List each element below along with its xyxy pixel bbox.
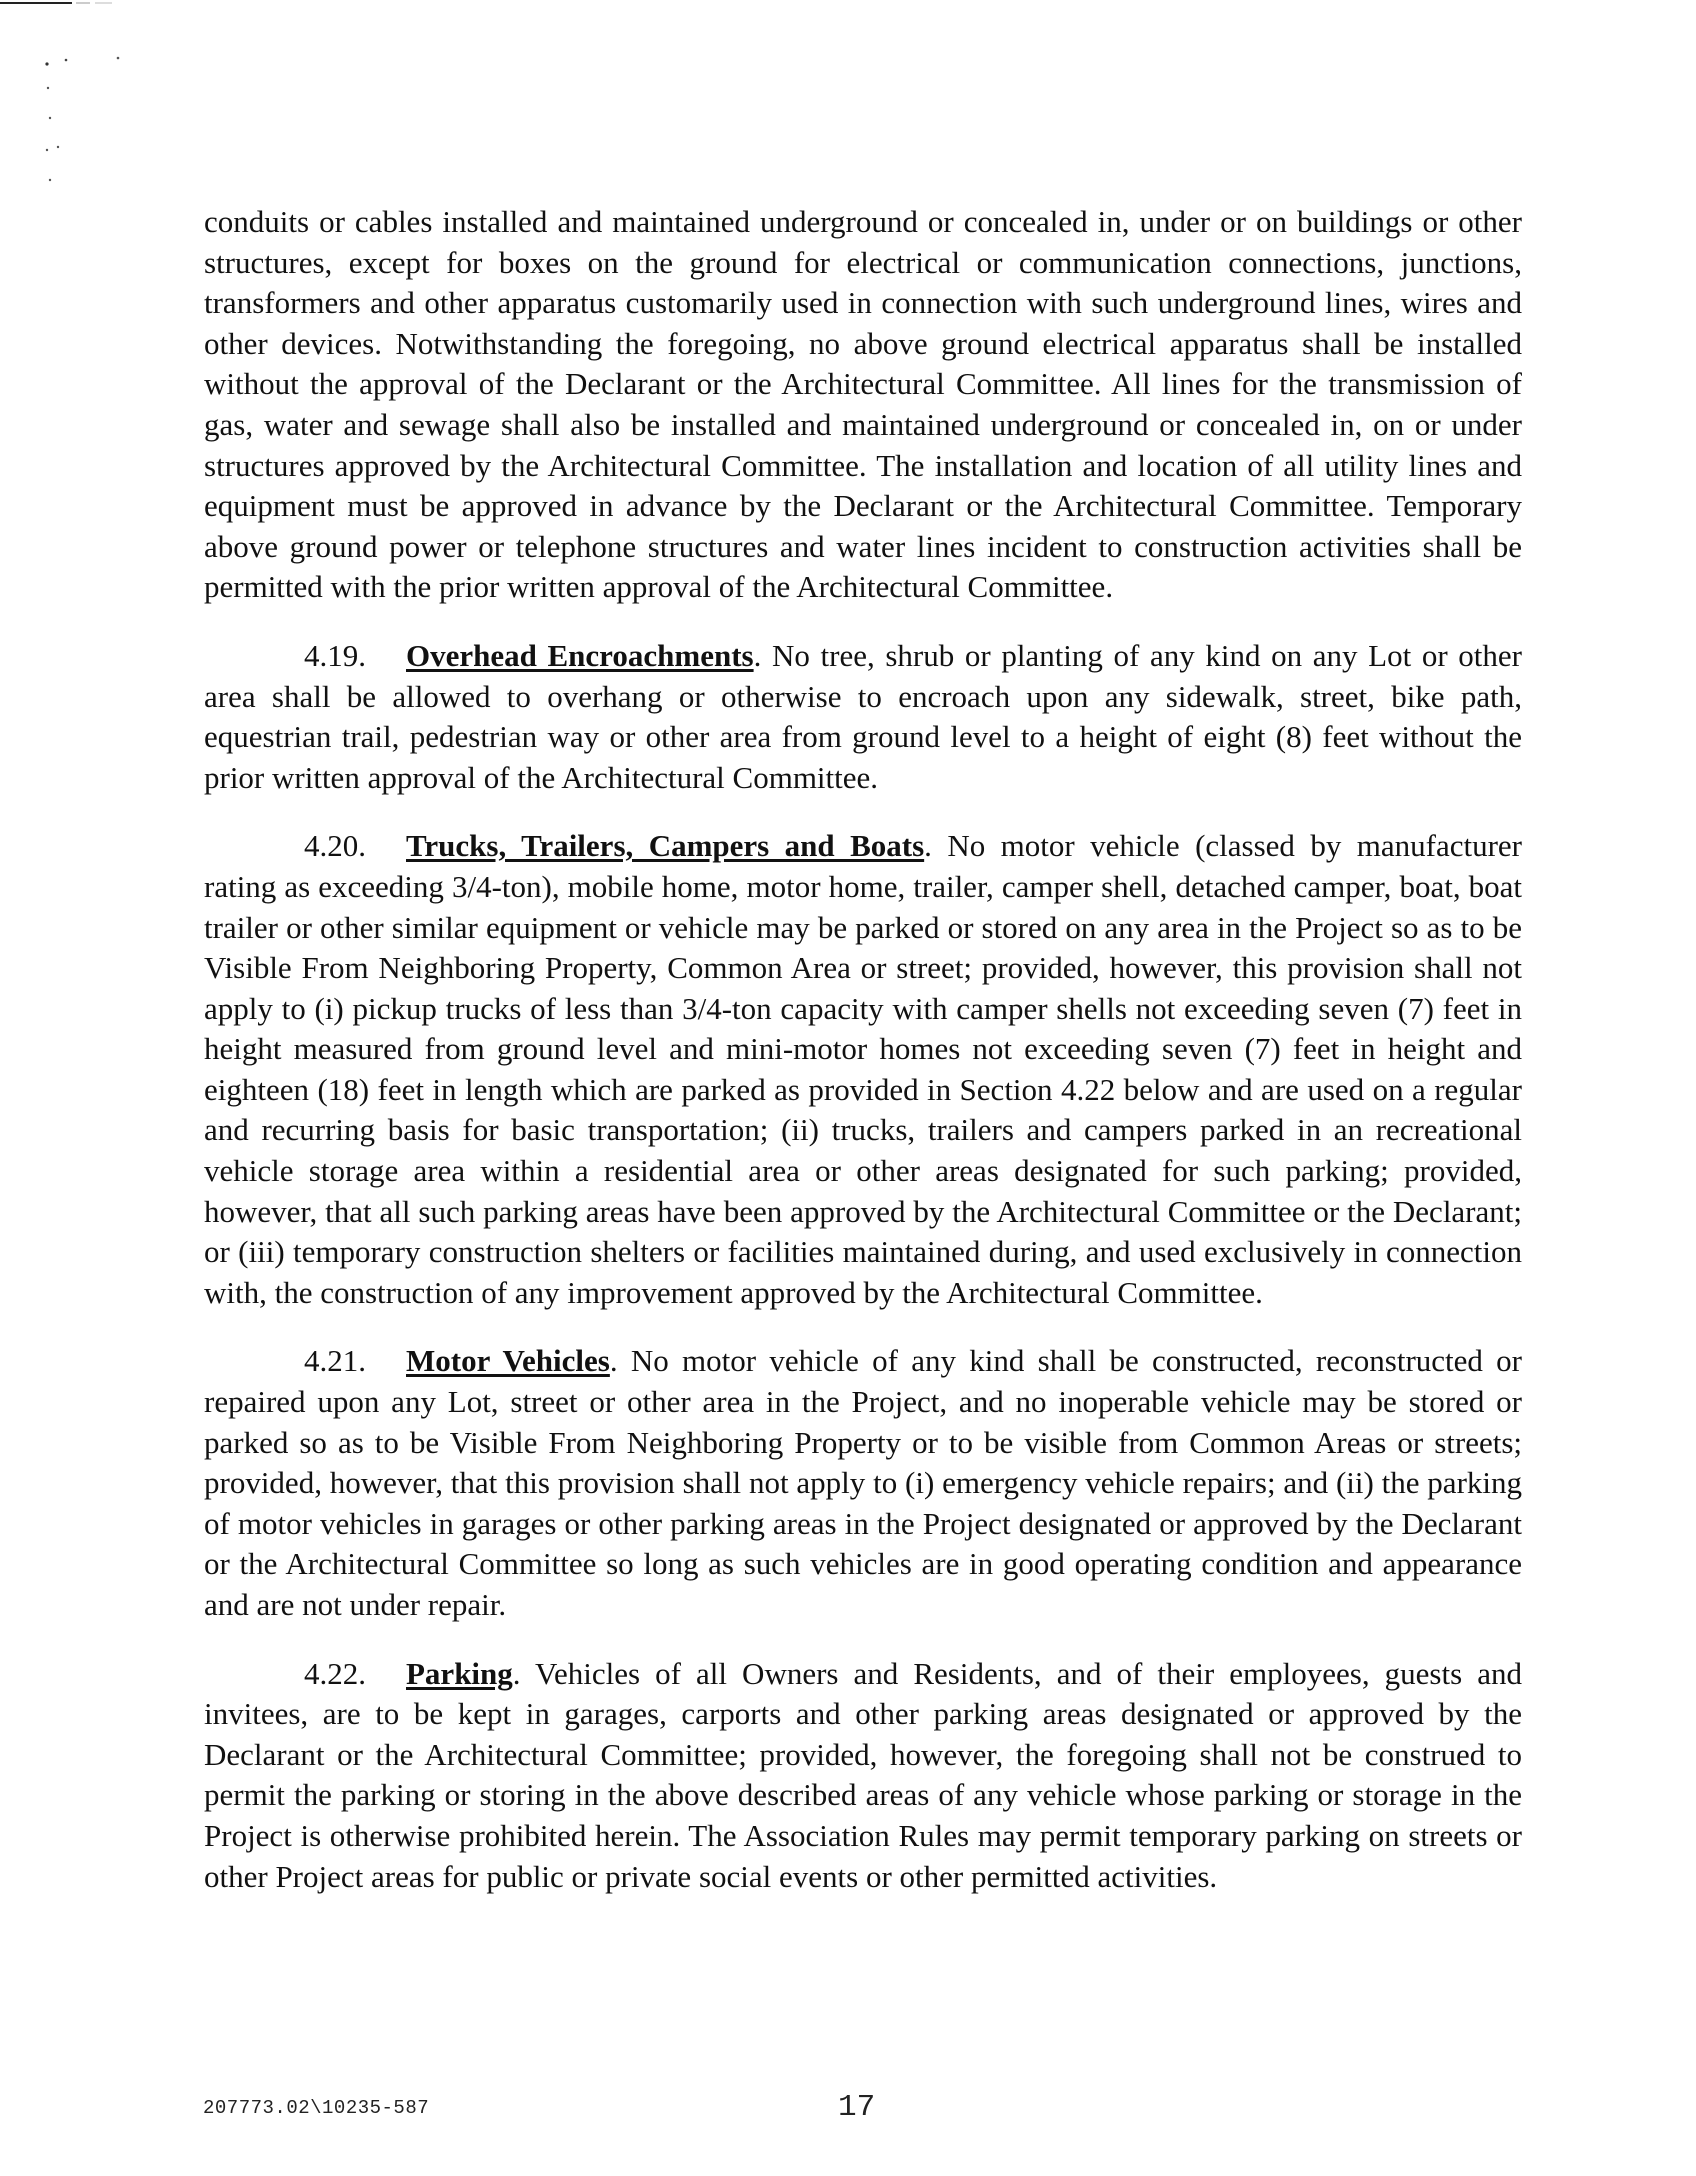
document-body (204, 202, 1522, 1925)
section-number: 4.19. (304, 637, 366, 673)
continuation-paragraph: conduits or cables installed and maintained underground or concealed in, under or on buildings or other structures, except for boxes on the ground for electrical or communication connections, junctions, transformers and other apparatus customarily used in connection with such underground lines, wires and other devices. Notwithstanding the foregoing, no above ground electrical apparatus shall be installed without the approval of the Declarant or the Architectural Committee. All lines for the transmission of gas, water and sewage shall also be installed and maintained underground or concealed in, on or under structures approved by the Architectural Committee. The installation and location of all utility lines and equipment must be approved in advance by the Declarant or the Architectural Committee. Temporary above ground power or telephone structures and water lines incident to construction activities shall be permitted with the prior written approval of the Architectural Committee. (204, 204, 1522, 605)
scan-artifacts (0, 0, 160, 200)
section-number: 4.20. (304, 828, 366, 864)
section-text: Vehicles of all Owners and Residents, and of their employees, guests and invitees, are to be kept in garages, carports and other parking areas designated or approved by the Declarant or the Architectural Committee; provided, however, the foregoing shall not be construed to permit the parking or storing in the above described areas of any vehicle whose parking or storage in the Project is otherwise prohibited herein. The Association Rules may permit temporary parking on streets or other Project areas for public or private social events or other permitted activities. (204, 1655, 1522, 1894)
footer-document-id: 207773.02\10235-587 (203, 2097, 430, 2119)
section-heading: Overhead Encroachments (406, 637, 754, 673)
section-heading: Trucks, Trailers, Campers and Boats (406, 828, 925, 864)
section-text: No motor vehicle (classed by manufacturer rating as exceeding 3/4-ton), mobile home, motor home, trailer, camper shell, detached camper, boat, boat trailer or other similar equipment or vehicle may be parked or stored on any area in the Project so as to be Visible From Neighboring Property, Common Area or street; provided, however, this provision shall not apply to (i) pickup trucks of less than 3/4-ton capacity with camper shells not exceeding seven (7) feet in height measured from ground level and mini-motor homes not exceeding seven (7) feet in height and eighteen (18) feet in length which are parked as provided in Section 4.22 below and are used on a regular and recurring basis for basic transportation; (ii) trucks, trailers and campers parked in an recreational vehicle storage area within a residential area or other areas designated for such parking; provided, however, that all such parking areas have been approved by the Architectural Committee or the Declarant; or (iii) temporary construction shelters or facilities maintained during, and used exclusively in connection with, the construction of any improvement approved by the Architectural Committee. (204, 828, 1523, 1310)
section-4-19: 4.19. Overhead Encroachments. No tree, shrub or planting of any kind on any Lot or other area shall be allowed to overhang or otherwise to encroach upon any sidewalk, street, bike path, equestrian trail, pedestrian way or other area from ground level to a height of eight (8) feet without the prior written approval of the Architectural Committee. (204, 637, 1522, 795)
section-4-20: 4.20. Trucks, Trailers, Campers and Boats. No motor vehicle (classed by manufacturer rating as exceeding 3/4-ton), mobile home, motor home, trailer, camper shell, detached camper, boat, boat trailer or other similar equipment or vehicle may be parked or stored on any area in the Project so as to be Visible From Neighboring Property, Common Area or street; provided, however, this provision shall not apply to (i) pickup trucks of less than 3/4-ton capacity with camper shells not exceeding seven (7) feet in height measured from ground level and mini-motor homes not exceeding seven (7) feet in height and eighteen (18) feet in length which are parked as provided in Section 4.22 below and are used on a regular and recurring basis for basic transportation; (ii) trucks, trailers and campers parked in an recreational vehicle storage area within a residential area or other areas designated for such parking; provided, however, that all such parking areas have been approved by the Architectural Committee or the Declarant; or (iii) temporary construction shelters or facilities maintained during, and used exclusively in connection with, the construction of any improvement approved by the Architectural Committee. (204, 828, 1523, 1310)
section-number: 4.22. (304, 1655, 366, 1691)
section-heading: Parking (406, 1655, 513, 1691)
section-text: No motor vehicle of any kind shall be constructed, reconstructed or repaired upon any Lot, street or other area in the Project, and no inoperable vehicle may be stored or parked so as to be Visible From Neighboring Property or to be visible from Common Areas or streets; provided, however, that this provision shall not apply to (i) emergency vehicle repairs; and (ii) the parking of motor vehicles in garages or other parking areas in the Project designated or approved by the Declarant or the Architectural Committee so long as such vehicles are in good operating condition and appearance and are not under repair. (204, 1343, 1523, 1622)
page-number: 17 (838, 2090, 876, 2125)
section-number: 4.21. (304, 1343, 366, 1379)
section-4-22: 4.22. Parking. Vehicles of all Owners and Residents, and of their employees, guests and invitees, are to be kept in garages, carports and other parking areas designated or approved by the Declarant or the Architectural Committee; provided, however, the foregoing shall not be construed to permit the parking or storing in the above described areas of any vehicle whose parking or storage in the Project is otherwise prohibited herein. The Association Rules may permit temporary parking on streets or other Project areas for public or private social events or other permitted activities. (204, 1655, 1522, 1894)
section-heading: Motor Vehicles (406, 1343, 610, 1379)
section-4-21: 4.21. Motor Vehicles. No motor vehicle of any kind shall be constructed, reconstructed or repaired upon any Lot, street or other area in the Project, and no inoperable vehicle may be stored or parked so as to be Visible From Neighboring Property or to be visible from Common Areas or streets; provided, however, that this provision shall not apply to (i) emergency vehicle repairs; and (ii) the parking of motor vehicles in garages or other parking areas in the Project designated or approved by the Declarant or the Architectural Committee so long as such vehicles are in good operating condition and appearance and are not under repair. (204, 1343, 1523, 1622)
section-text: No tree, shrub or planting of any kind on any Lot or other area shall be allowed to overhang or otherwise to encroach upon any sidewalk, street, bike path, equestrian trail, pedestrian way or other area from ground level to a height of eight (8) feet without the prior written approval of the Architectural Committee. (204, 637, 1522, 795)
